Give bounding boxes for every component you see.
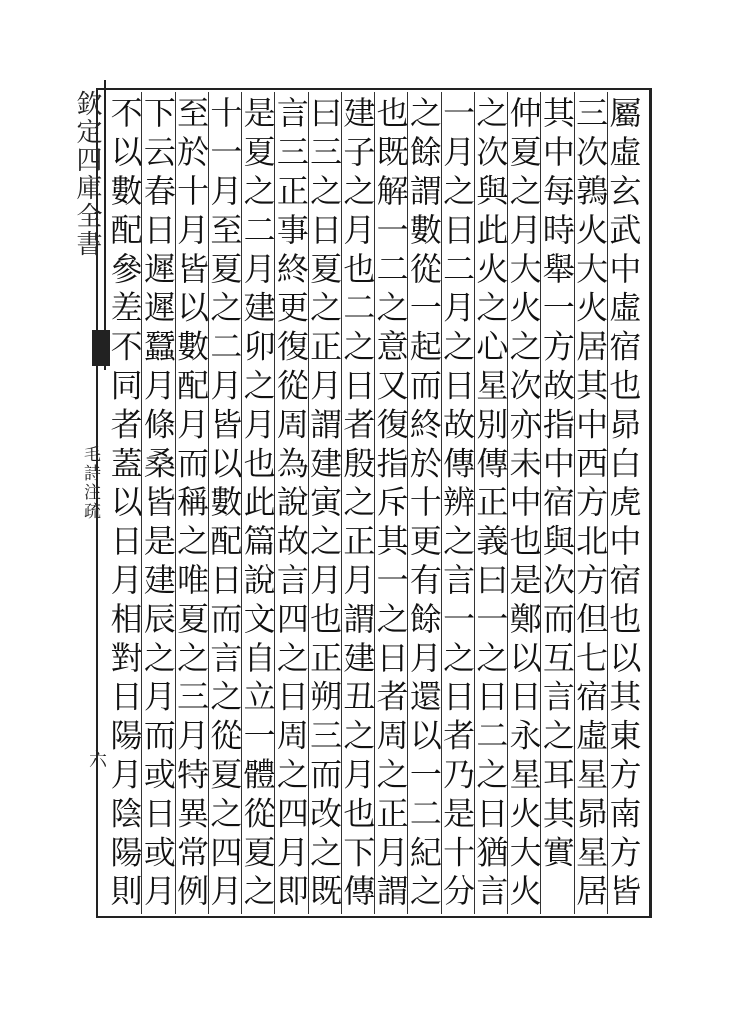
column-rule xyxy=(374,92,375,914)
column-rule xyxy=(540,92,541,914)
side-title: 毛詩注疏 xyxy=(80,445,100,521)
text-column: 也既解一二之意又復指斥其一之日者周之正月謂 xyxy=(371,96,410,913)
text-column: 其中每時舉一方故指中宿與次而互言之耳其實 xyxy=(537,96,576,874)
text-column: 下云春日遲遲蠶月條桑皆是建辰之月而或日或月 xyxy=(138,96,177,913)
column-rule xyxy=(308,92,309,914)
text-column: 曰三之日夏之正月謂建寅之月也正朔三而改之既 xyxy=(305,96,344,913)
column-rule xyxy=(141,92,142,914)
text-column: 之次與此火之心星別傳正義曰一之日二之日猶言 xyxy=(471,96,510,913)
column-rule xyxy=(474,92,475,914)
text-column: 建子之月也二之日者殷之正月謂建丑之月也下傳 xyxy=(338,96,377,913)
column-rule xyxy=(607,92,608,914)
text-column: 之餘謂數從一起而終於十更有餘月還以一二紀之 xyxy=(404,96,443,913)
column-rule xyxy=(175,92,176,914)
text-column: 是夏之二月建卯之月也此篇說文自立一體從夏之 xyxy=(238,96,277,913)
column-rule xyxy=(341,92,342,914)
column-rule xyxy=(407,92,408,914)
text-column: 十一月至夏之二月皆以數配日而言之從夏之四月 xyxy=(205,96,244,913)
text-column: 屬虛玄武中虛宿也昴白虎中宿也以其東方南方皆 xyxy=(604,96,643,913)
text-column: 仲夏之月大火之次亦未中也是鄭以日永星火大火 xyxy=(504,96,543,913)
page-number: 六 xyxy=(86,750,107,768)
text-column: 言三正事終更復從周為說故言四之日周之四月即 xyxy=(271,96,310,913)
book-heading: 欽定四庫全書 xyxy=(72,90,102,258)
text-column: 不以數配參差不同者蓋以日月相對日陽月陰陽則 xyxy=(105,96,144,913)
column-rule xyxy=(507,92,508,914)
column-rule xyxy=(574,92,575,914)
column-rule xyxy=(274,92,275,914)
text-column: 三次鶉火大火居其中西方北方但七宿虛星昴星居 xyxy=(571,96,610,913)
column-rule xyxy=(441,92,442,914)
column-rule xyxy=(241,92,242,914)
text-column: 至於十月皆以數配月而稱之唯夏之三月特異常例 xyxy=(172,96,211,913)
column-rule xyxy=(208,92,209,914)
text-column: 一月之日二月之日故傳辨之言一之日者乃是十分 xyxy=(438,96,477,913)
